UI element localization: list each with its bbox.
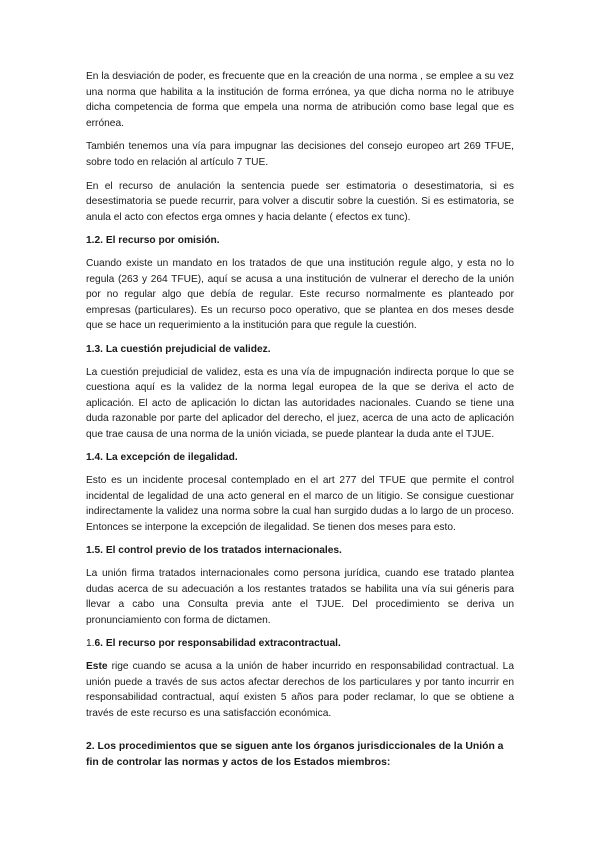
paragraph-cuestion-prejudicial: La cuestión prejudicial de validez, esta es una vía de impugnación indirecta porque lo que se cuestiona aquí es la validez de la norma legal europea de la que se deriva el acto de aplicación. El acto de aplicación lo dictan las autoridades nacionales. Cuando se tiene una duda razonable por parte del aplicador del derecho, el juez, acerca de una acto de aplicación que trae causa de una norma de la unión viciada, se puede plantear la duda ante el TJUE. [86,366,514,440]
paragraph-control-previo: La unión firma tratados internacionales como persona jurídica, cuando ese tratado plantea dudas acerca de su adecuación a los restantes tratados se habilita una vía sui géneris para llevar a cabo una Consulta previa ante el TJUE. Del procedimiento se deriva un pronunciamiento con forma de dictamen. [86,568,514,626]
heading-section-2: 2. Los procedimientos que se siguen ante los órganos jurisdiccionales de la Unión a fin de controlar las normas y actos de los Estados miembros: [86,741,504,768]
paragraph-excepcion-ilegalidad: Esto es un incidente procesal contemplado en el art 277 del TFUE que permite el control incidental de legalidad de una acto general en el marco de un litigio. Se consigue cuestionar indirectamente la validez una norma sobre la cual han surgido dudas a lo largo de un proceso. Entonces se interpone la excepción de ilegalidad. Se tienen dos meses para esto. [86,475,514,533]
paragraph-sentencia-anulacion: En el recurso de anulación la sentencia puede ser estimatoria o desestimatoria, si es desestimatoria se puede recurrir, para volver a discutir sobre la cuestión. Si es estimatoria, se anula el acto con efectos erga omnes y hacia delante ( efectos ex tunc). [86,180,514,223]
bold-lead-word: Este [86,661,108,672]
paragraph-text: rige cuando se acusa a la unión de haber incurrido en responsabilidad contractual. La unión puede a través de sus actos afectar derechos de los particulares y por tanto incurrir en responsabilidad contractual, aquí existen 5 años para poder reclamar, lo que se obtiene a través de este recurso es una satisfacción económica. [86,661,514,719]
paragraph-consejo-europeo: También tenemos una vía para impugnar las decisiones del consejo europeo art 269 TFUE, sobre todo en relación al artículo 7 TUE. [86,141,514,168]
heading-number: 1. [86,638,95,650]
heading-recurso-omision: 1.2. El recurso por omisión. [86,235,220,247]
heading-excepcion-ilegalidad: 1.4. La excepción de ilegalidad. [86,452,238,464]
heading-responsabilidad-extracontractual [86,636,514,652]
paragraph-responsabilidad-extracontractual [86,659,514,721]
heading-control-previo: 1.5. El control previo de los tratados internacionales. [86,545,342,557]
heading-cuestion-prejudicial: 1.3. La cuestión prejudicial de validez. [86,343,271,355]
paragraph-recurso-omision: Cuando existe un mandato en los tratados de que una institución regule algo, y esta no lo regula (263 y 264 TFUE), aquí se acusa a una institución de vulnerar el derecho de la unión por no regular algo que debía de regular. Este recurso normalmente es planteado por empresas (particulares). Es un recurso poco operativo, que se plantea en dos meses desde que se hace un requerimiento a la institución para que regule la cuestión. [86,257,514,332]
document-body [86,69,514,729]
paragraph-desviacion-poder: En la desviación de poder, es frecuente que en la creación de una norma , se emplee a su vez una norma que habilita a la institución de forma errónea, ya que dicha norma no le atribuye dicha competencia de forma que empela una norma de atribución como base legal que es errónea. [86,71,514,129]
heading-title: 6. El recurso por responsabilidad extracontractual. [94,638,341,650]
